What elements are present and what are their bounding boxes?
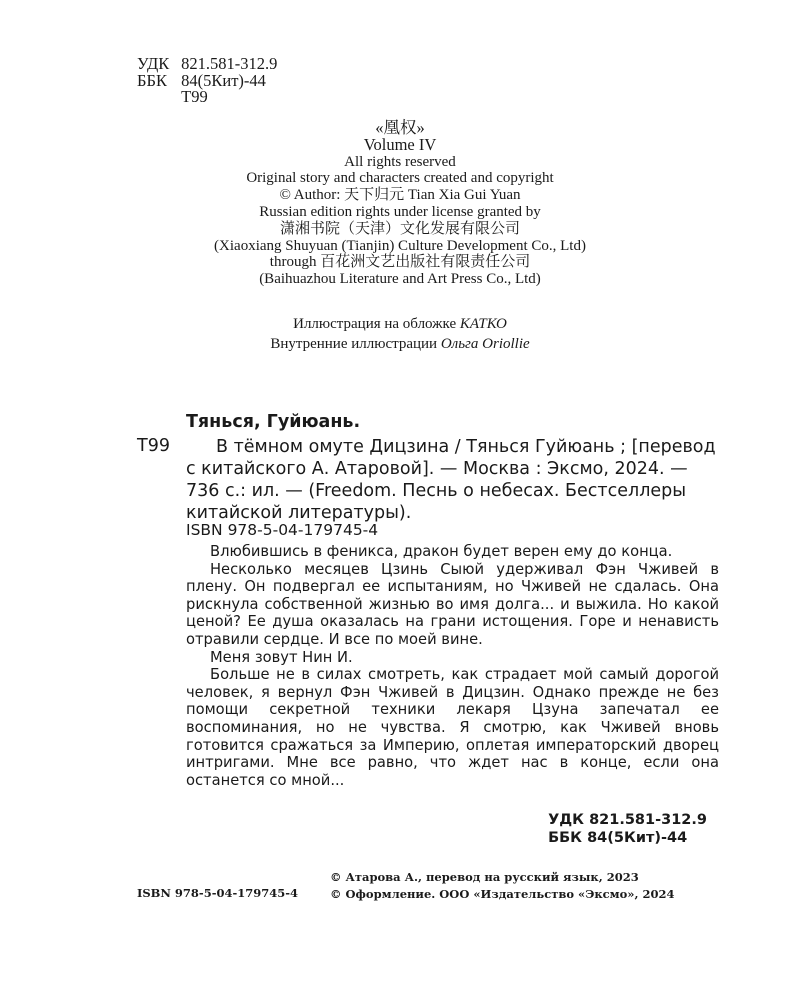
annotation-paragraph: Больше не в силах смотреть, как страдает мой самый дорогой человек, я вернул Фэн Чживей в Дицзин. Однако прежде не без помощи секретной техники лекаря Цзуна запечатал ее воспоминания, но не чувства. Я смотрю, как Чживей вновь готовится сражаться за Империю, оплетая императорский дворец интригами. Мне все равно, что ждет нас в конце, если она останется со мной... — [186, 666, 719, 789]
credit-line: through 百花洲文艺出版社有限责任公司 — [269, 254, 531, 271]
annotation-paragraph: Влюбившись в феникса, дракон будет верен ему до конца. — [210, 543, 673, 560]
footer-bbk: ББК 84(5Кит)-44 — [548, 829, 688, 846]
footer-udk: УДК 821.581-312.9 — [548, 812, 707, 828]
annotation — [186, 543, 719, 789]
author-mark: Т99 — [181, 87, 208, 106]
bib-record: В тёмном омуте Дицзина / Тянься Гуйюань ; [перевод с китайского А. Атаровой]. — Москва : Эксмо, 2024. — 736 с.: ил. — (Freedom. Песнь о небесах. Бестселлеры китайской литературы). — [186, 437, 716, 523]
bbk-value: 84(5Кит)-44 — [181, 70, 266, 90]
copyright-translation: © Атарова А., перевод на русский язык, 2023 — [330, 870, 639, 884]
credit-line: Original story and characters created and copyright — [246, 170, 554, 187]
udk-value: 821.581-312.9 — [181, 54, 278, 73]
classification-codes — [137, 56, 277, 106]
credit-line: (Baihuazhou Literature and Art Press Co., Ltd) — [259, 271, 541, 288]
credit-line: 潇湘书院（天津）文化发展有限公司 — [279, 220, 520, 237]
credit-line: All rights reserved — [344, 153, 456, 170]
copyright-notices — [330, 869, 675, 903]
credit-line: Russian edition rights under license granted by — [259, 203, 541, 220]
inner-illustration-label: Внутренние иллюстрации — [270, 336, 438, 352]
cover-artist: КАТКО — [459, 316, 507, 332]
annotation-paragraph: Несколько месяцев Цзинь Сыюй удерживал Фэн Чживей в плену. Он подвергал ее испытаниям, но Чживей не сдалась. Она рискнула собственной жизнью во имя долга... и выжила. Но какой ценой? Ее душа оказалась на грани истощения. Горе и ненависть отравили сердце. И все по моей вине. — [186, 560, 719, 648]
rights-credits — [0, 120, 800, 288]
copyright-design: © Оформление. ООО «Издательство «Эксмо», 2024 — [330, 887, 675, 901]
footer-isbn: ISBN 978-5-04-179745-4 — [137, 886, 299, 900]
original-title: «凰权» — [375, 118, 425, 137]
bib-mark: Т99 — [137, 436, 170, 456]
udk-label: УДК — [137, 54, 170, 73]
annotation-paragraph: Меня зовут Нин И. — [210, 648, 353, 666]
bib-author: Тянься, Гуйюань. — [186, 412, 361, 432]
inner-artist: Ольга Oriollie — [440, 336, 530, 352]
credit-line: (Xiaoxiang Shuyuan (Tianjin) Culture Development Co., Ltd) — [214, 237, 586, 254]
credit-line: © Author: 天下归元 Tian Xia Gui Yuan — [279, 187, 521, 204]
volume-line: Volume IV — [363, 134, 437, 154]
cover-illustration-label: Иллюстрация на обложке — [293, 316, 457, 332]
illustration-credits — [0, 314, 800, 354]
bib-isbn: ISBN 978-5-04-179745-4 — [186, 521, 379, 539]
footer-codes — [548, 812, 707, 847]
bbk-label: ББК — [137, 70, 167, 90]
